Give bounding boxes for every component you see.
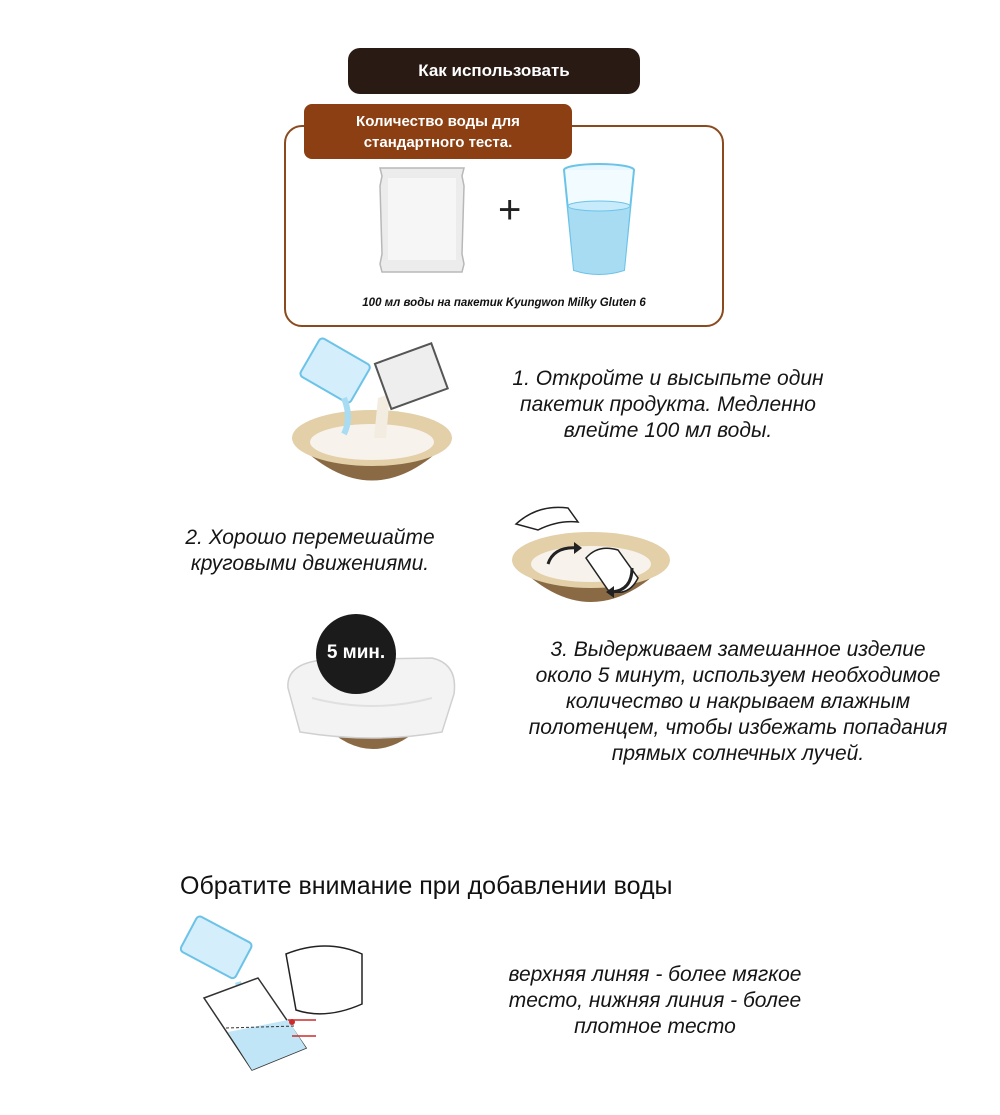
step3-line2: около 5 минут, используем необходимое xyxy=(535,664,941,687)
water-line-illustration xyxy=(176,924,366,1080)
step3-line1: 3. Выдерживаем замешанное изделие xyxy=(550,638,926,661)
attention-title: Обратите внимание при добавлении воды xyxy=(180,872,673,900)
step3-line5: прямых солнечных лучей. xyxy=(611,742,865,765)
how-to-use-title xyxy=(348,48,640,94)
covered-bowl-illustration xyxy=(282,614,464,760)
note-line1: верхняя линяя - более мягкое xyxy=(508,963,802,986)
plus-sign: + xyxy=(498,188,522,232)
step2-text xyxy=(160,525,460,577)
note-text xyxy=(470,962,840,1040)
step3-text xyxy=(478,637,998,767)
tab-line2: стандартного теста. xyxy=(363,133,513,151)
step1-line2: пакетик продукта. Медленно xyxy=(520,393,816,416)
step3-line4: полотенцем, чтобы избежать попадания xyxy=(528,716,948,739)
tab-line1: Количество воды для xyxy=(356,112,520,130)
packet-icon xyxy=(374,164,470,276)
water-caption: 100 мл воды на пакетик Kyungwon Milky Gluten 6 xyxy=(362,297,646,309)
water-amount-tab xyxy=(304,104,572,159)
mixing-bowl-illustration xyxy=(508,494,674,624)
step2-line1: 2. Хорошо перемешайте xyxy=(185,526,435,549)
step1-text xyxy=(478,366,858,444)
step2-line2: круговыми движениями. xyxy=(190,552,430,575)
step1-line1: 1. Откройте и высыпьте один xyxy=(512,367,824,390)
water-glass-icon xyxy=(560,162,638,280)
note-line3: плотное тесто xyxy=(574,1015,736,1038)
step3-line3: количество и накрываем влажным xyxy=(565,690,911,713)
title-text: Как использовать xyxy=(418,61,570,80)
step1-line3: влейте 100 мл воды. xyxy=(563,419,773,442)
bowl-pour-illustration xyxy=(282,338,462,508)
five-minutes-badge: 5 мин. xyxy=(326,642,386,663)
note-line2: тесто, нижняя линия - более xyxy=(508,989,802,1012)
